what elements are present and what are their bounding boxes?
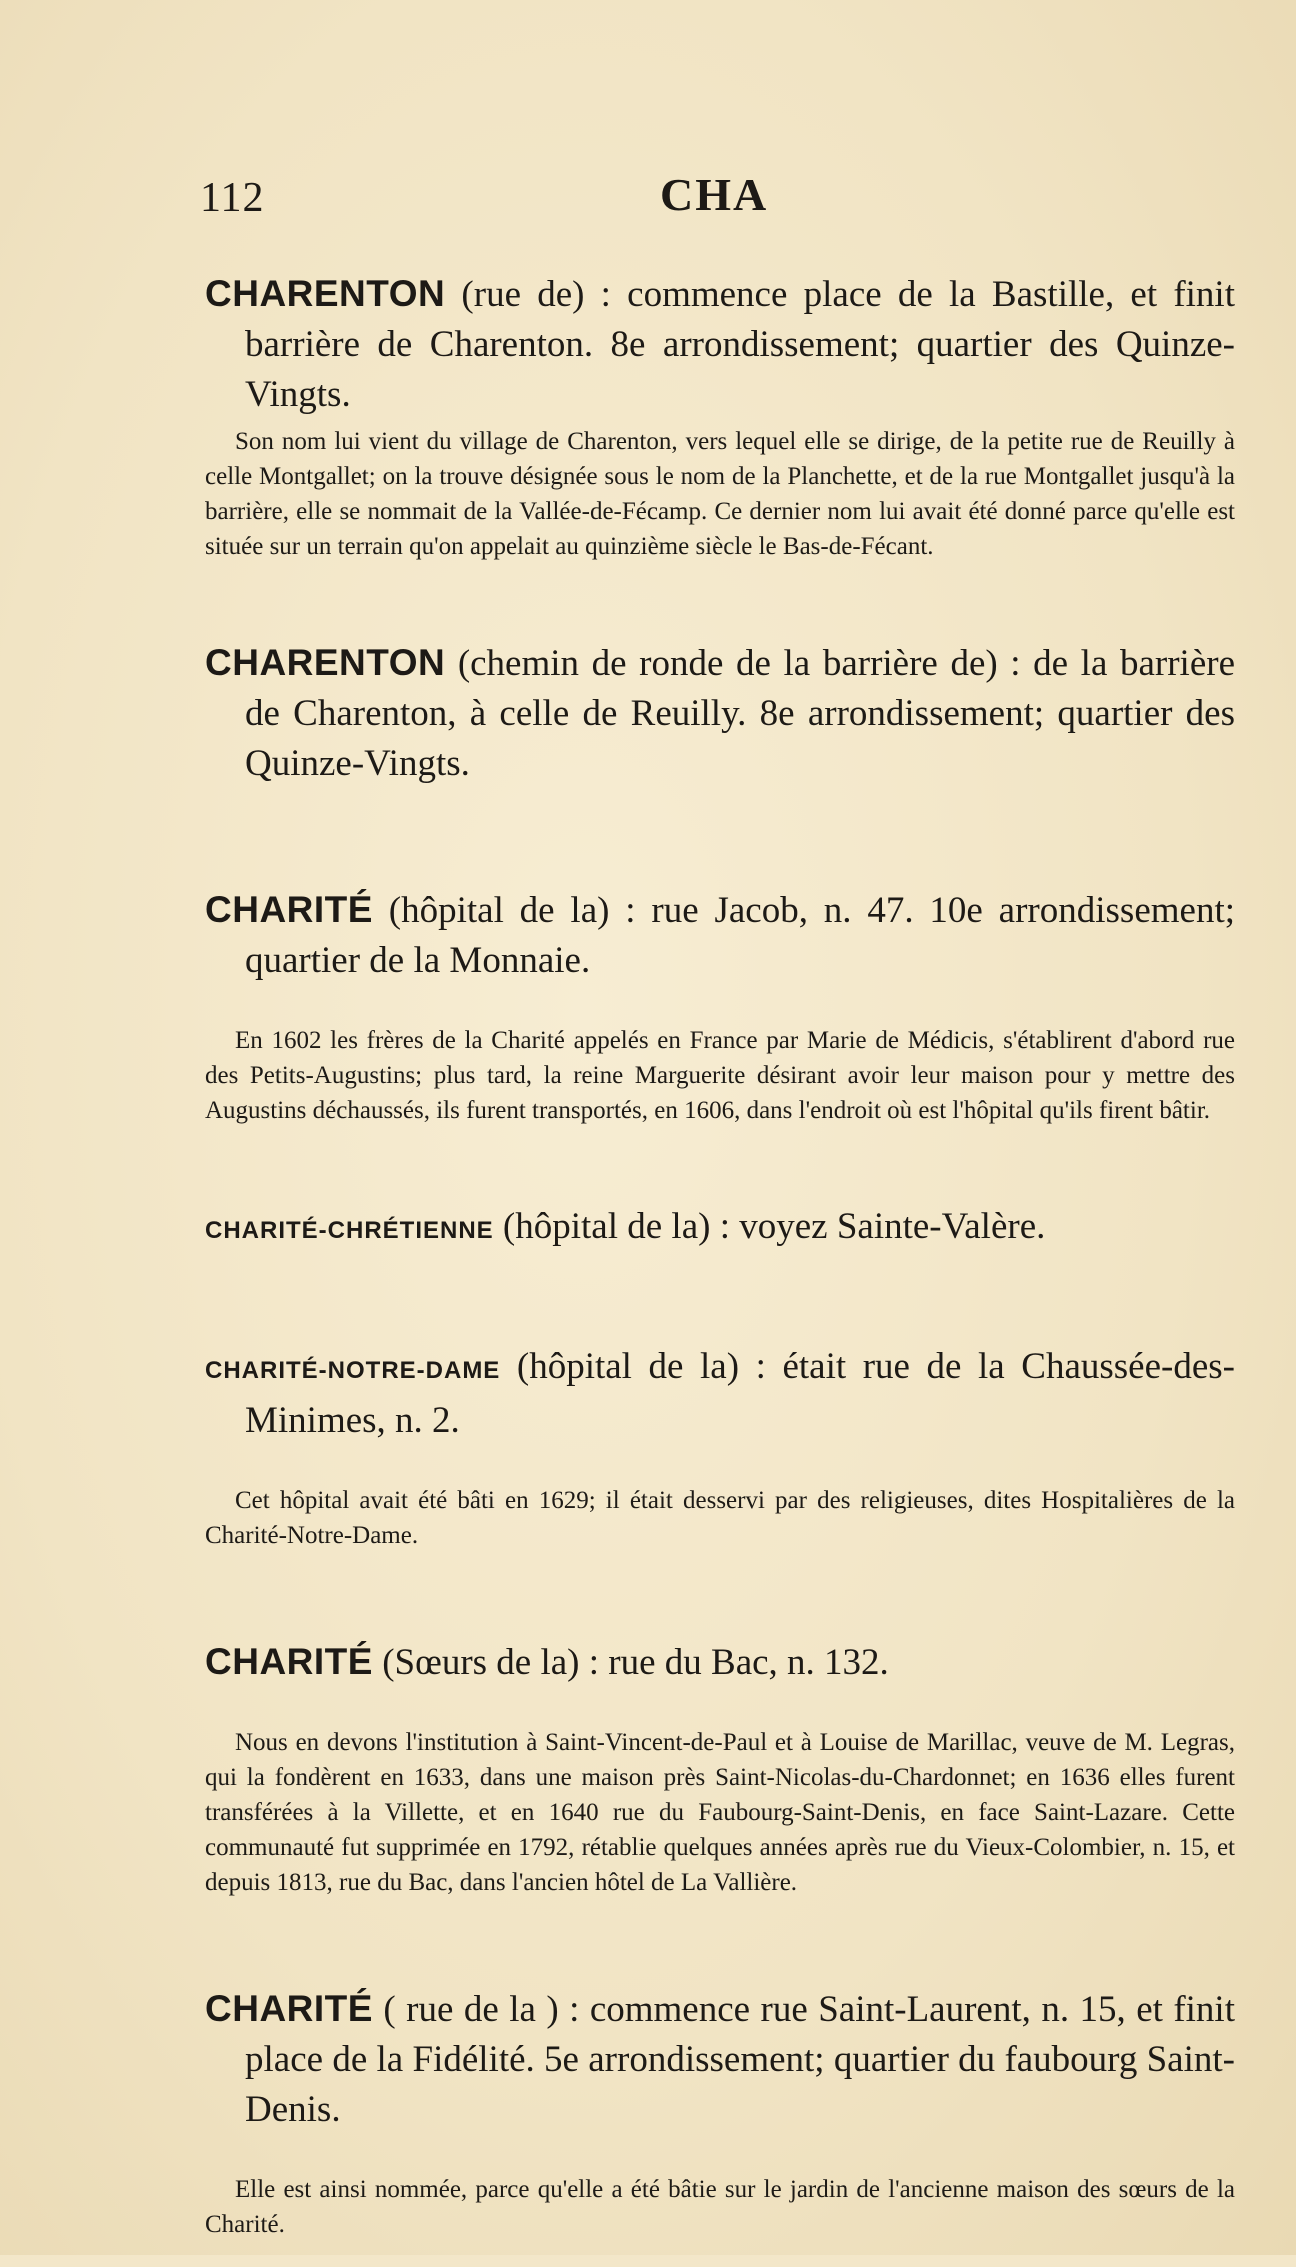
entry-description: ( rue de la ) : commence rue Saint-Laurent, n. 15, et finit place de la Fidélité. 5e arrondissement; quartier du faubourg Saint-Denis. [245,1989,1235,2130]
dictionary-entries [205,232,1235,2267]
entry-charite-notre-dame [205,1342,1235,1553]
entry-description: (hôpital de la) : était rue de la Chaussée-des-Minimes, n. 2. [245,1346,1235,1441]
page-header [200,168,1100,238]
entry-main [205,1984,1235,2135]
entry-headword: CHARENTON [205,273,446,314]
entry-note: Cet hôpital avait été bâti en 1629; il était desservi par des religieuses, dites Hospitalières de la Charité-Notre-Dame. [205,1487,1235,1549]
entry-main [205,1202,1235,1256]
entry-headword: CHARITÉ [205,1988,373,2029]
entry-description: (hôpital de la) : voyez Sainte-Valère. [493,1206,1046,1247]
entry-charite-rue [205,1984,1235,2242]
entry-charite-chretienne [205,1202,1235,1256]
entry-headword: CHARITÉ [205,889,373,930]
entry-charite-hopital [205,885,1235,1128]
entry-main [205,269,1235,420]
page-number: 112 [200,175,265,221]
entry-headword: CHARENTON [205,642,446,683]
entry-note: Elle est ainsi nommée, parce qu'elle a été bâtie sur le jardin de l'ancienne maison des sœurs de la Charité. [205,2176,1235,2238]
entry-charenton-rue [205,269,1235,564]
entry-headword: CHARITÉ-NOTRE-DAME [205,1357,501,1384]
entry-description: (Sœurs de la) : rue du Bac, n. 132. [372,1642,889,1683]
entry-main [205,1342,1235,1446]
entry-main [205,885,1235,986]
entry-headword: CHARITÉ [205,1641,373,1682]
entry-charenton-chemin [205,638,1235,789]
entry-charite-soeurs [205,1637,1235,1900]
entry-description: (chemin de ronde de la barrière de) : de la barrière de Charenton, à celle de Reuilly. 8e arrondissement; quartier des Quinze-Vingts. [245,643,1235,784]
entry-description: (hôpital de la) : rue Jacob, n. 47. 10e arrondissement; quartier de la Monnaie. [245,890,1235,981]
running-head: CHA [660,169,769,220]
entry-headword: CHARITÉ-CHRÉTIENNE [205,1217,494,1244]
entry-description: (rue de) : commence place de la Bastille, et finit barrière de Charenton. 8e arrondissement; quartier des Quinze-Vingts. [245,274,1235,415]
entry-note: En 1602 les frères de la Charité appelés en France par Marie de Médicis, s'établirent d'abord rue des Petits-Augustins; plus tard, la reine Marguerite désirant avoir leur maison pour y mettre des Augustins déchaussés, ils furent transportés, en 1606, dans l'endroit où est l'hôpital qu'ils firent bâtir. [205,1027,1235,1124]
entry-note: Nous en devons l'institution à Saint-Vincent-de-Paul et à Louise de Marillac, veuve de M. Legras, qui la fondèrent en 1633, dans une maison près Saint-Nicolas-du-Chardonnet; en 1636 elles furent transférées à la Villette, et en 1640 rue du Faubourg-Saint-Denis, en face Saint-Lazare. Cette communauté fut supprimée en 1792, rétablie quelques années après rue du Vieux-Colombier, n. 15, et depuis 1813, rue du Bac, dans l'ancien hôtel de La Vallière. [205,1729,1235,1896]
entry-main [205,1637,1235,1688]
entry-note: Son nom lui vient du village de Charenton, vers lequel elle se dirige, de la petite rue de Reuilly à celle Montgallet; on la trouve désignée sous le nom de la Planchette, et de la rue Montgallet jusqu'à la barrière, elle se nommait de la Vallée-de-Fécamp. Ce dernier nom lui avait été donné parce qu'elle est située sur un terrain qu'on appelait au quinzième siècle le Bas-de-Fécant. [205,428,1235,560]
entry-main [205,638,1235,789]
